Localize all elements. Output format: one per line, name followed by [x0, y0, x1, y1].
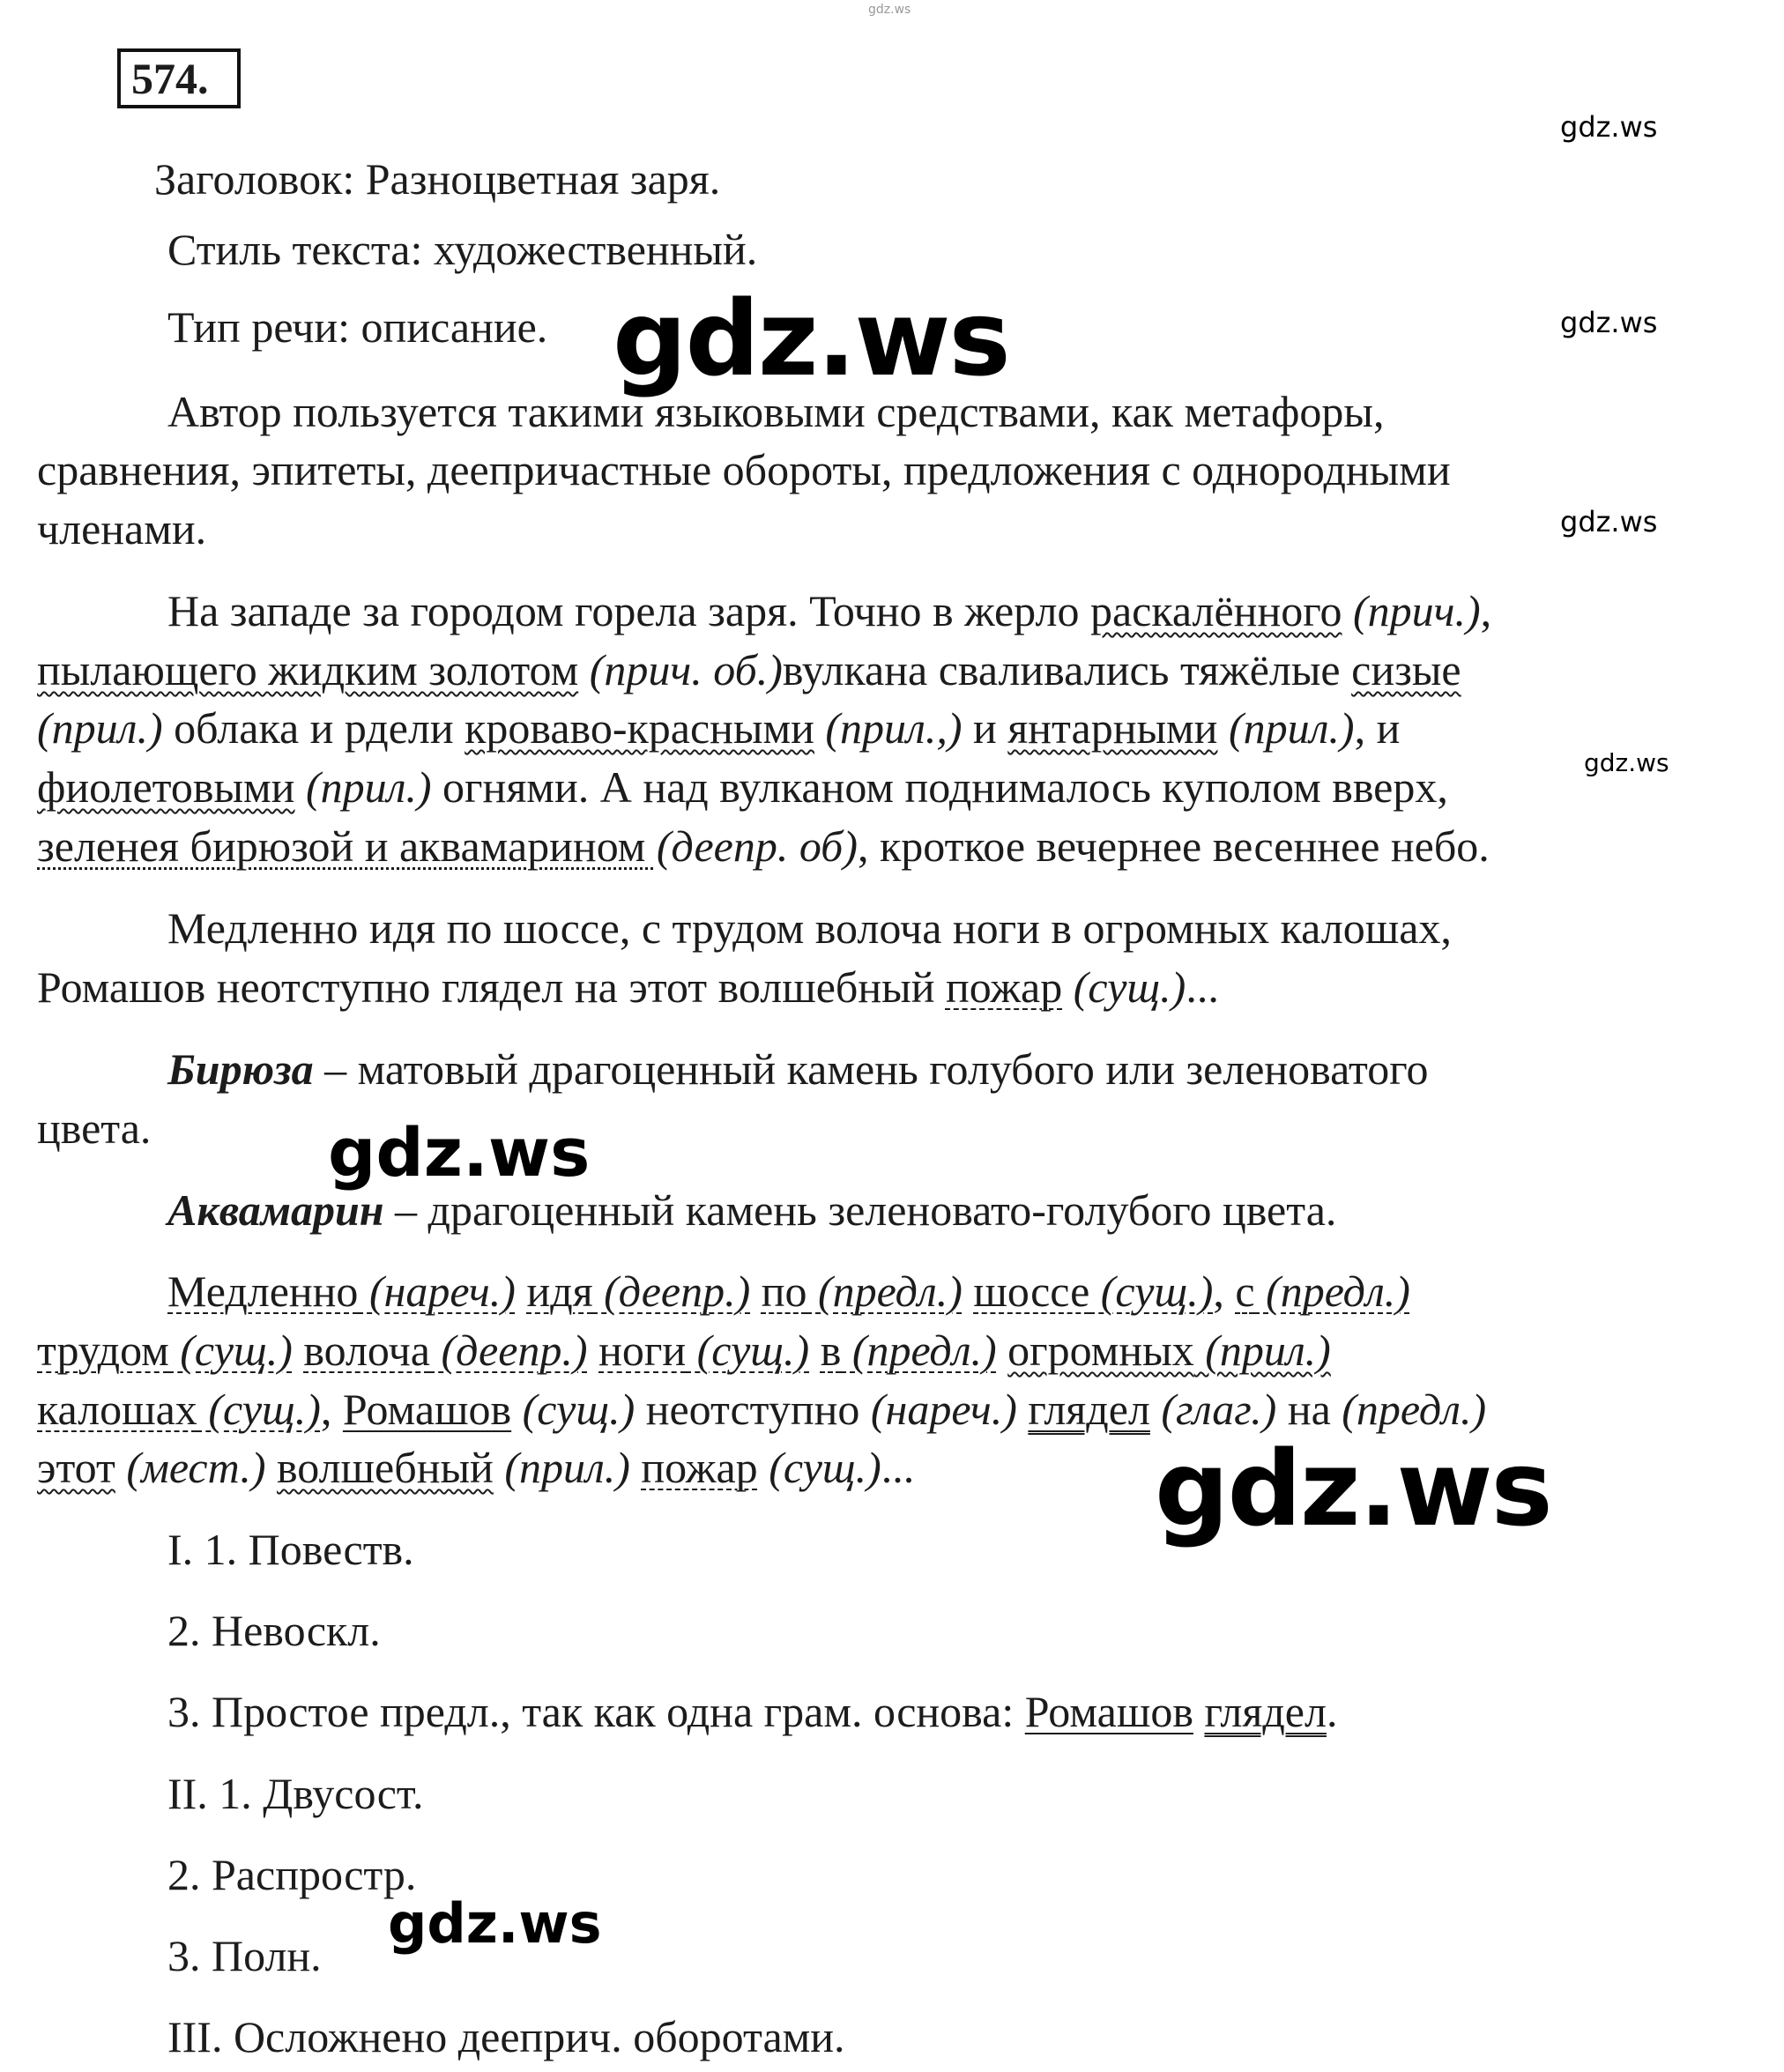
passage-text: , кроткое вечернее весеннее небо. — [857, 821, 1490, 871]
definition-2 — [167, 1185, 1337, 1235]
definition-text: – драгоценный камень зеленовато-голубого цвета. — [383, 1185, 1337, 1235]
text-means-line-1: Автор пользуется такими языковыми средствами, как метафоры, — [167, 387, 1385, 436]
parse-word: по — [761, 1266, 807, 1316]
watermark-small: gdz.ws — [1560, 505, 1658, 538]
pos-label: (прил.) — [294, 762, 432, 812]
parse-subject: Ромашов — [342, 1385, 512, 1434]
definition-text: – матовый драгоценный камень голубого или зеленоватого — [313, 1044, 1429, 1094]
parse-word: шоссе — [973, 1266, 1090, 1316]
parse-line-2 — [37, 1326, 1331, 1375]
passage-underlined-word: раскалённого — [1089, 586, 1342, 635]
passage-text: ... — [1186, 962, 1219, 1012]
watermark-medium: gdz.ws — [328, 1113, 591, 1192]
analysis-line-2: 2. Невоскл. — [167, 1606, 381, 1655]
passage-text: , и — [1354, 703, 1401, 753]
passage-text: огнями. А над вулканом поднималось куполом вверх, — [431, 762, 1448, 812]
parse-word: на — [1287, 1385, 1331, 1434]
pos-label: (предл.) — [841, 1326, 997, 1375]
passage-underlined-word: янтарными — [1007, 703, 1218, 753]
pos-label: (прил.) — [1217, 703, 1355, 753]
parse-word: ноги — [598, 1326, 687, 1375]
parse-predicate: глядел — [1028, 1385, 1150, 1434]
analysis-text: . — [1326, 1687, 1338, 1736]
pos-label: (сущ.) — [1089, 1266, 1214, 1316]
pos-label: (прил.,) — [814, 703, 963, 753]
exercise-number: 574. — [117, 48, 241, 108]
parse-word: с — [1235, 1266, 1255, 1316]
pos-label: (прил.) — [1193, 1326, 1331, 1375]
parse-line-3: калошах (сущ.), Ромашов (сущ.) неотступно (нареч.) глядел (глаг.) на (предл.) — [37, 1385, 1487, 1434]
pos-label: (сущ.) — [686, 1326, 810, 1375]
passage-text: На западе за городом горела заря. Точно в жерло — [167, 586, 1090, 635]
text-speech-type: Тип речи: описание. — [167, 302, 548, 352]
pos-label: (деепр.) — [429, 1326, 588, 1375]
pos-label: (сущ.) — [757, 1443, 881, 1492]
parse-end: ... — [881, 1443, 915, 1492]
pos-label: (нареч.) — [859, 1385, 1017, 1434]
parse-word: этот — [37, 1443, 115, 1492]
passage-underlined-phrase: пылающего жидким золотом — [37, 645, 579, 694]
pos-label: (сущ.) — [168, 1326, 293, 1375]
pos-label: (предл.) — [1330, 1385, 1487, 1434]
grammatical-subject: Ромашов — [1024, 1687, 1193, 1736]
passage-underlined-word: фиолетовыми — [37, 762, 295, 812]
pos-label: (прил.) — [493, 1443, 630, 1492]
parse-word: калошах — [37, 1385, 197, 1434]
definition-1-line-1 — [167, 1044, 1429, 1094]
parse-word: трудом — [37, 1326, 169, 1375]
watermark-small: gdz.ws — [1584, 748, 1669, 777]
parse-line-1: Медленно (нареч.) идя (деепр.) по (предл.) шоссе (сущ.), с (предл.) — [167, 1266, 1410, 1316]
text-title: Заголовок: Разноцветная заря. — [154, 154, 721, 204]
definition-term: Аквамарин — [167, 1185, 384, 1235]
watermark-small: gdz.ws — [1560, 110, 1658, 144]
parse-word: в — [820, 1326, 842, 1375]
grammatical-predicate: глядел — [1204, 1687, 1327, 1736]
passage-line-1 — [167, 586, 1492, 635]
passage-underlined-phrase: зеленея бирюзой и аквамарином — [37, 821, 657, 871]
pos-label: (предл.) — [1254, 1266, 1410, 1316]
passage-line-3 — [37, 703, 1401, 753]
passage-line-2 — [37, 645, 1461, 694]
definition-1-line-2: цвета. — [37, 1103, 152, 1153]
text-style: Стиль текста: художественный. — [167, 225, 758, 274]
watermark-large: gdz.ws — [1155, 1428, 1551, 1549]
parse-word: неотступно — [645, 1385, 860, 1434]
analysis-line-1: I. 1. Повеств. — [167, 1525, 414, 1574]
parse-word: волоча — [303, 1326, 430, 1375]
passage-text: вулкана сваливались тяжёлые — [782, 645, 1352, 694]
watermark-large: gdz.ws — [613, 278, 1009, 399]
pos-label: (глаг.) — [1149, 1385, 1277, 1434]
parse-word: огромных — [1007, 1326, 1194, 1375]
definition-term: Бирюза — [167, 1044, 314, 1094]
analysis-line-4: II. 1. Двусост. — [167, 1769, 424, 1818]
passage-line-5 — [37, 821, 1490, 871]
passage-underlined-word: пожар — [945, 962, 1063, 1012]
analysis-line-7: III. Осложнено дееприч. оборотами. — [167, 2012, 845, 2061]
pos-label: (деепр.) — [592, 1266, 751, 1316]
passage-text: облака и рдели — [162, 703, 465, 753]
pos-label: (прич. об.) — [578, 645, 783, 694]
pos-label: (нареч.) — [358, 1266, 516, 1316]
pos-label: (мест.) — [115, 1443, 266, 1492]
watermark-small: gdz.ws — [1560, 306, 1658, 339]
passage-line-6: Медленно идя по шоссе, с трудом волоча ноги в огромных калошах, — [167, 903, 1452, 953]
parse-word: пожар — [641, 1443, 758, 1492]
pos-label: (сущ.) — [197, 1385, 321, 1434]
passage-line-4 — [37, 762, 1448, 812]
passage-text: и — [962, 703, 1008, 753]
parse-word: волшебный — [277, 1443, 494, 1492]
parse-word: Медленно — [167, 1266, 359, 1316]
analysis-line-6: 3. Полн. — [167, 1931, 322, 1980]
analysis-line-5: 2. Распростр. — [167, 1850, 417, 1899]
passage-text: , — [1480, 586, 1492, 635]
analysis-line-3 — [167, 1687, 1338, 1736]
pos-label: (сущ.) — [511, 1385, 636, 1434]
pos-label: (прил.) — [37, 703, 163, 753]
pos-label: (предл.) — [807, 1266, 963, 1316]
passage-line-7 — [37, 962, 1219, 1012]
text-means-line-2: сравнения, эпитеты, деепричастные обороты, предложения с однородными — [37, 445, 1451, 494]
passage-underlined-word: сизые — [1351, 645, 1461, 694]
passage-text: Ромашов неотступно глядел на этот волшебный — [37, 962, 946, 1012]
watermark-medium: gdz.ws — [388, 1891, 602, 1956]
analysis-text: 3. Простое предл., так как одна грам. основа: — [167, 1687, 1025, 1736]
pos-label: (прич.) — [1342, 586, 1481, 635]
text-means-line-3: членами. — [37, 504, 207, 553]
pos-label: (сущ.) — [1062, 962, 1186, 1012]
passage-underlined-word: кроваво-красными — [465, 703, 814, 753]
parse-word: идя — [526, 1266, 593, 1316]
parse-line-4 — [37, 1443, 915, 1492]
watermark-top: gdz.ws — [868, 3, 911, 17]
pos-label: (деепр. об) — [656, 821, 858, 871]
